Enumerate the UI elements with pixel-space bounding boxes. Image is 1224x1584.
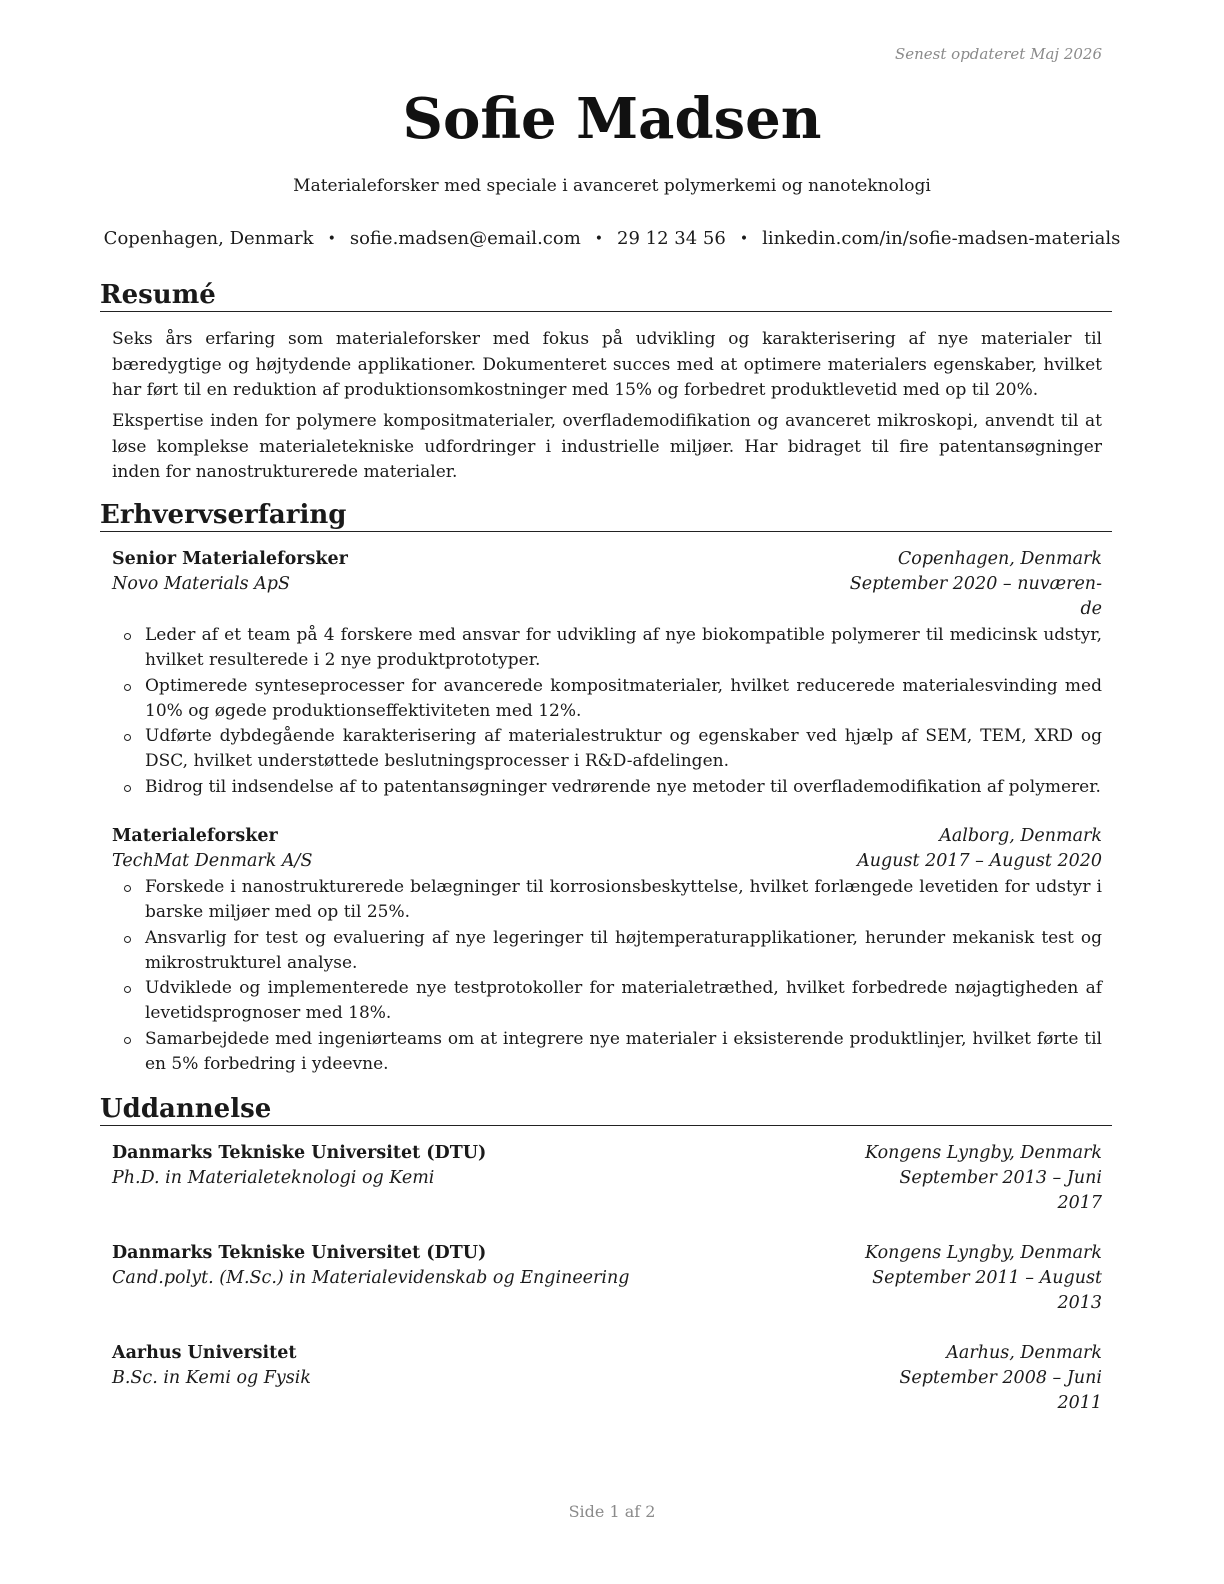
bullet-separator-icon: •: [739, 231, 749, 247]
school-location: Aarhus, Denmark: [946, 1343, 1102, 1363]
education-dates-line2: 2013: [1057, 1293, 1102, 1313]
list-item: Bidrog til indsendelse af to patentansøgninger vedrørende nye metoder til overflademodifikation af polymerer.: [112, 775, 1102, 800]
education-header: [112, 1141, 1102, 1166]
job-dates-continued: [112, 597, 1102, 622]
degree-name: Cand.polyt. (M.Sc.) in Materialevidenskab og Engineering: [112, 1268, 630, 1288]
education-dates-continued: [112, 1191, 1102, 1216]
degree-name: B.Sc. in Kemi og Fysik: [112, 1368, 311, 1388]
education-dates-line2: 2011: [1057, 1393, 1102, 1413]
candidate-name: Sofie Madsen: [402, 86, 822, 152]
education-header: [112, 1341, 1102, 1366]
job-role: Materialeforsker: [112, 826, 278, 846]
school-location: Kongens Lyngby, Denmark: [864, 1243, 1102, 1263]
bullet-separator-icon: •: [327, 231, 336, 247]
bullet-separator-icon: •: [594, 231, 604, 247]
education-dates-line2: 2017: [1057, 1193, 1102, 1213]
job-location: Aalborg, Denmark: [939, 826, 1102, 846]
job-header: [112, 547, 1102, 572]
section-title-experience: Erhvervserfaring: [100, 500, 1112, 532]
contact-phone: 29 12 34 56: [617, 228, 726, 249]
job-header: [112, 824, 1102, 849]
school-name: Aarhus Universitet: [112, 1343, 297, 1363]
page-number: Side 1 af 2: [568, 1502, 656, 1521]
list-item: Ansvarlig for test og evaluering af nye legeringer til højtemperaturapplikationer, herunder mekanisk test og mikrostrukturel analyse.: [112, 926, 1102, 977]
list-item: Optimerede synteseprocesser for avancerede kompositmaterialer, hvilket reducerede materialesvinding med 10% og øgede produktionseffektiviteten med 12%.: [112, 674, 1102, 725]
education-dates: September 2013 – Juni: [899, 1168, 1102, 1188]
degree-name: Ph.D. in Materialeteknologi og Kemi: [112, 1168, 435, 1188]
job-dates: August 2017 – August 2020: [857, 851, 1102, 871]
contact-email[interactable]: sofie.madsen@email.com: [349, 228, 581, 249]
job-dates: September 2020 – nuværen-: [849, 574, 1102, 594]
school-name: Danmarks Tekniske Universitet (DTU): [112, 1143, 487, 1163]
education-dates-continued: [112, 1391, 1102, 1416]
job-subheader: [112, 849, 1102, 874]
job-role: Senior Materialeforsker: [112, 549, 348, 569]
education-dates: September 2011 – August: [872, 1268, 1102, 1288]
list-item: Leder af et team på 4 forskere med ansvar for udvikling af nye biokompatible polymerer til medicinsk udstyr, hvilket resulterede i 2 nye produktprototyper.: [112, 623, 1102, 674]
summary-paragraph: Seks års erfaring som materialeforsker med fokus på udvikling og karakterisering af nye materialer til bæredygtige og højtydende applikationer. Dokumenteret succes med at optimere materialers egenskaber, hvilket har ført til en reduktion af produktionsomkostninger med 15% og forbedret produktlevetid med op til 20%.: [112, 329, 1102, 400]
job-company: Novo Materials ApS: [112, 574, 290, 594]
job-location: Copenhagen, Denmark: [897, 549, 1102, 569]
list-item: Forskede i nanostrukturerede belægninger til korrosionsbeskyttelse, hvilket forlængede levetiden for udstyr i barske miljøer med op til 25%.: [112, 875, 1102, 926]
contact-location: Copenhagen, Denmark: [103, 228, 314, 249]
education-header: [112, 1241, 1102, 1266]
job-bullets: [112, 623, 1102, 800]
contact-linkedin[interactable]: linkedin.com/in/sofie-madsen-materials: [762, 228, 1121, 249]
list-item: Udførte dybdegående karakterisering af materialestruktur og egenskaber ved hjælp af SEM, TEM, XRD og DSC, hvilket understøttede beslutningsprocesser i R&D-afdelingen.: [112, 724, 1102, 775]
tagline: Materialeforsker med speciale i avanceret polymerkemi og nanoteknologi: [293, 176, 931, 196]
job-subheader: [112, 572, 1102, 597]
job-dates-line2: de: [1080, 599, 1102, 619]
education-dates: September 2008 – Juni: [899, 1368, 1102, 1388]
school-name: Danmarks Tekniske Universitet (DTU): [112, 1243, 487, 1263]
job-company: TechMat Denmark A/S: [112, 851, 313, 871]
section-title-summary: Resumé: [100, 280, 1112, 312]
summary-paragraph: Ekspertise inden for polymere kompositmaterialer, overflademodifikation og avanceret mikroskopi, anvendt til at løse komplekse materialetekniske udfordringer i industrielle miljøer. Har bidraget til fire patentansøgninger inden for nanostrukturerede materialer.: [112, 411, 1102, 482]
contact-line: [0, 228, 1224, 249]
list-item: Udviklede og implementerede nye testprotokoller for materialetræthed, hvilket forbedrede nøjagtigheden af levetidsprognoser med 18%.: [112, 976, 1102, 1027]
last-updated-note: Senest opdateret Maj 2026: [894, 45, 1102, 63]
school-location: Kongens Lyngby, Denmark: [864, 1143, 1102, 1163]
education-dates-continued: [112, 1291, 1102, 1316]
section-title-education: Uddannelse: [100, 1094, 1112, 1126]
job-bullets: [112, 875, 1102, 1077]
list-item: Samarbejdede med ingeniørteams om at integrere nye materialer i eksisterende produktlinjer, hvilket førte til en 5% forbedring i ydeevne.: [112, 1027, 1102, 1078]
